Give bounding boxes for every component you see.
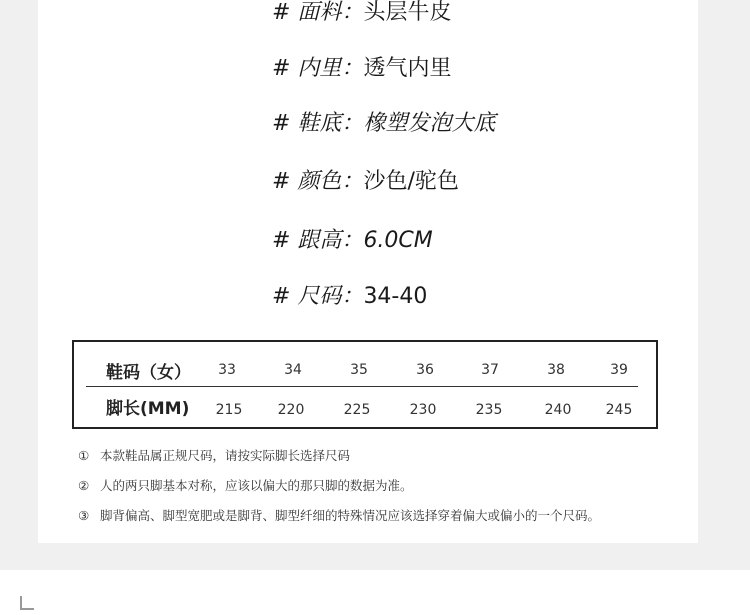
spec-key: # 面料：: [272, 0, 364, 25]
row-label-shoe-size: 鞋码（女）: [106, 363, 191, 383]
spec-key: # 尺码：: [272, 284, 364, 309]
note-number: ③: [78, 508, 90, 523]
length-cell: 235: [475, 402, 503, 418]
spec-key: # 跟高：: [272, 228, 364, 253]
note-item: [78, 506, 600, 524]
note-item: [78, 476, 413, 494]
size-cell: 35: [350, 362, 368, 378]
length-cell: 220: [277, 402, 305, 418]
spec-size-range: [272, 284, 427, 310]
size-cell: 33: [218, 362, 236, 378]
row-label-foot-length: 脚长(MM): [106, 399, 190, 419]
note-number: ②: [78, 478, 90, 493]
size-cell: 37: [481, 362, 499, 378]
spec-value: 34-40: [363, 284, 428, 309]
corner-crop-mark: [20, 596, 34, 610]
spec-value: 头层牛皮: [363, 0, 452, 25]
spec-value: 沙色/驼色: [363, 169, 459, 194]
spec-key: # 内里：: [272, 56, 364, 81]
spec-color: [272, 169, 459, 195]
size-cell: 38: [547, 362, 565, 378]
size-chart-table: [72, 340, 658, 429]
spec-lining: [272, 56, 451, 82]
size-cell: 34: [284, 362, 302, 378]
length-cell: 225: [343, 402, 371, 418]
length-cell: 245: [605, 402, 633, 418]
spec-material: [272, 0, 451, 26]
spec-value: 透气内里: [363, 56, 452, 81]
spec-key: # 颜色：: [272, 169, 364, 194]
size-cell: 36: [416, 362, 434, 378]
length-cell: 240: [544, 402, 572, 418]
spec-value: 6.0CM: [363, 228, 433, 253]
note-text: 本款鞋品属正规尺码，请按实际脚长选择尺码: [100, 448, 351, 463]
note-item: [78, 446, 350, 464]
spec-key: # 鞋底：: [272, 111, 364, 136]
bottom-strip: [0, 570, 750, 615]
table-divider: [86, 386, 638, 387]
note-number: ①: [78, 448, 90, 463]
note-text: 人的两只脚基本对称，应该以偏大的那只脚的数据为准。: [100, 478, 413, 493]
spec-heel-height: [272, 228, 433, 254]
length-cell: 230: [409, 402, 437, 418]
size-cell: 39: [610, 362, 628, 378]
note-text: 脚背偏高、脚型宽肥或是脚背、脚型纤细的特殊情况应该选择穿着偏大或偏小的一个尺码。: [100, 508, 601, 523]
spec-value: 橡塑发泡大底: [363, 111, 496, 136]
spec-sole: [272, 111, 495, 137]
length-cell: 215: [215, 402, 243, 418]
